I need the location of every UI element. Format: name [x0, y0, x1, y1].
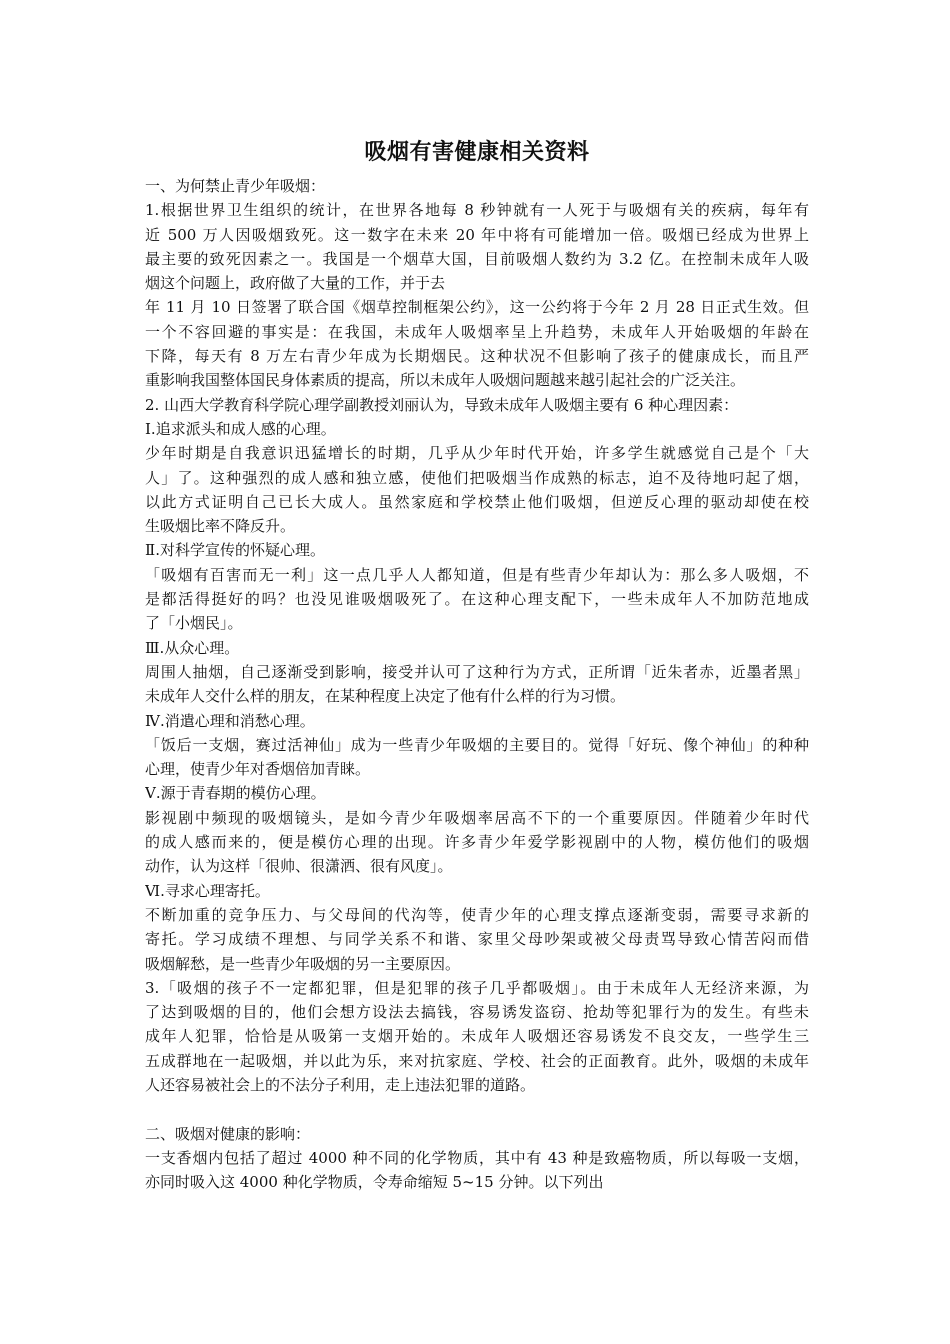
body-text-line: 动作，认为这样「很帅、很潇洒、很有风度」。	[145, 857, 453, 876]
body-text-line: Ⅱ.对科学宣传的怀疑心理。	[145, 541, 325, 560]
body-text-line: 下降，每天有 8 万左右青少年成为长期烟民。这种状况不但影响了孩子的健康成长，而且严	[145, 347, 809, 366]
body-text-line: 生吸烟比率不降反升。	[145, 517, 296, 536]
body-text-line: Ⅳ.消遣心理和消愁心理。	[145, 711, 315, 730]
body-text-line: 心理，使青少年对香烟倍加青睐。	[145, 760, 371, 779]
body-text-line: 二、吸烟对健康的影响：	[145, 1124, 311, 1143]
body-text-line: 寄托。学习成绩不理想、与同学关系不和谐、家里父母吵架或被父母责骂导致心情苦闷而借	[145, 930, 809, 949]
document-page	[145, 132, 809, 1194]
body-text-line: 周围人抽烟，自己逐渐受到影响，接受并认可了这种行为方式，正所谓「近朱者赤，近墨者黑」	[145, 662, 809, 681]
body-text-line: 2. 山西大学教育科学院心理学副教授刘丽认为，导致未成年人吸烟主要有 6 种心理因素：	[145, 395, 739, 414]
body-text-line: 了「小烟民」。	[145, 614, 243, 633]
body-text-line: 烟这个问题上，政府做了大量的工作，并于去	[145, 274, 446, 293]
body-text-line: 的成人感而来的，便是模仿心理的出现。许多青少年爱学影视剧中的人物，模仿他们的吸烟	[145, 833, 809, 852]
body-text-line: 3.「吸烟的孩子不一定都犯罪，但是犯罪的孩子几乎都吸烟」。由于未成年人无经济来源，为	[145, 978, 809, 997]
body-text-line: 少年时期是自我意识迅猛增长的时期，几乎从少年时代开始，许多学生就感觉自己是个「大	[145, 444, 809, 463]
body-text-line: 影视剧中频现的吸烟镜头，是如今青少年吸烟率居高不下的一个重要原因。伴随着少年时代	[145, 808, 809, 827]
body-text-line: 一、为何禁止青少年吸烟：	[145, 177, 326, 195]
body-text-line: 近 500 万人因吸烟致死。这一数字在未来 20 年中将有可能增加一倍。吸烟已经成为世界上	[145, 225, 809, 244]
body-text-line: 亦同时吸入这 4000 种化学物质，令寿命缩短 5~15 分钟。以下列出	[145, 1173, 604, 1192]
body-text-line: 未成年人交什么样的朋友，在某种程度上决定了他有什么样的行为习惯。	[145, 687, 626, 706]
body-text-line: 1.根据世界卫生组织的统计，在世界各地每 8 秒钟就有一人死于与吸烟有关的疾病，每年有	[145, 201, 809, 220]
body-text-line: Ⅲ.从众心理。	[145, 638, 240, 657]
blank-line	[145, 1097, 809, 1121]
body-text-line: 成年人犯罪，恰恰是从吸第一支烟开始的。未成年人吸烟还容易诱发不良交友，一些学生三	[145, 1027, 809, 1046]
body-text-line: 一支香烟内包括了超过 4000 种不同的化学物质，其中有 43 种是致癌物质，所以每吸一支烟，	[145, 1148, 809, 1167]
body-text-line: Ⅵ.寻求心理寄托。	[145, 881, 270, 900]
body-text-line: 人还容易被社会上的不法分子利用，走上违法犯罪的道路。	[145, 1075, 536, 1094]
body-text-line: 吸烟解愁，是一些青少年吸烟的另一主要原因。	[145, 954, 461, 973]
body-text-line: 「饭后一支烟，赛过活神仙」成为一些青少年吸烟的主要目的。觉得「好玩、像个神仙」的种种	[145, 735, 809, 754]
body-text-line: 五成群地在一起吸烟，并以此为乐，来对抗家庭、学校、社会的正面教育。此外，吸烟的未成年	[145, 1051, 809, 1070]
body-text-line: Ⅴ.源于青春期的模仿心理。	[145, 784, 326, 803]
body-text-line: Ⅰ.追求派头和成人感的心理。	[145, 419, 336, 438]
body-text-line: 人」了。这种强烈的成人感和独立感，使他们把吸烟当作成熟的标志，迫不及待地叼起了烟，	[145, 468, 809, 487]
body-text-line: 「吸烟有百害而无一利」这一点几乎人人都知道，但是有些青少年却认为：那么多人吸烟，不	[145, 565, 809, 584]
body-text-line: 一个不容回避的事实是：在我国，未成年人吸烟率呈上升趋势，未成年人开始吸烟的年龄在	[145, 322, 809, 341]
body-text-line: 以此方式证明自己已长大成人。虽然家庭和学校禁止他们吸烟，但逆反心理的驱动却使在校	[145, 492, 809, 511]
document-body	[145, 174, 809, 1194]
body-text-line: 了达到吸烟的目的，他们会想方设法去搞钱，容易诱发盗窃、抢劫等犯罪行为的发生。有些未	[145, 1003, 809, 1022]
document-title: 吸烟有害健康相关资料	[364, 139, 590, 165]
body-text-line: 最主要的致死因素之一。我国是一个烟草大国，目前吸烟人数约为 3.2 亿。在控制未成年人吸	[145, 249, 809, 268]
body-text-line: 年 11 月 10 日签署了联合国《烟草控制框架公约》，这一公约将于今年 2 月 28 日正式生效。但	[145, 298, 809, 317]
body-text-line: 重影响我国整体国民身体素质的提高，所以未成年人吸烟问题越来越引起社会的广泛关注。	[145, 371, 746, 390]
body-text-line: 不断加重的竞争压力、与父母间的代沟等，使青少年的心理支撑点逐渐变弱，需要寻求新的	[145, 905, 809, 924]
body-text-line: 是都活得挺好的吗？也没见谁吸烟吸死了。在这种心理支配下，一些未成年人不加防范地成	[145, 590, 809, 609]
